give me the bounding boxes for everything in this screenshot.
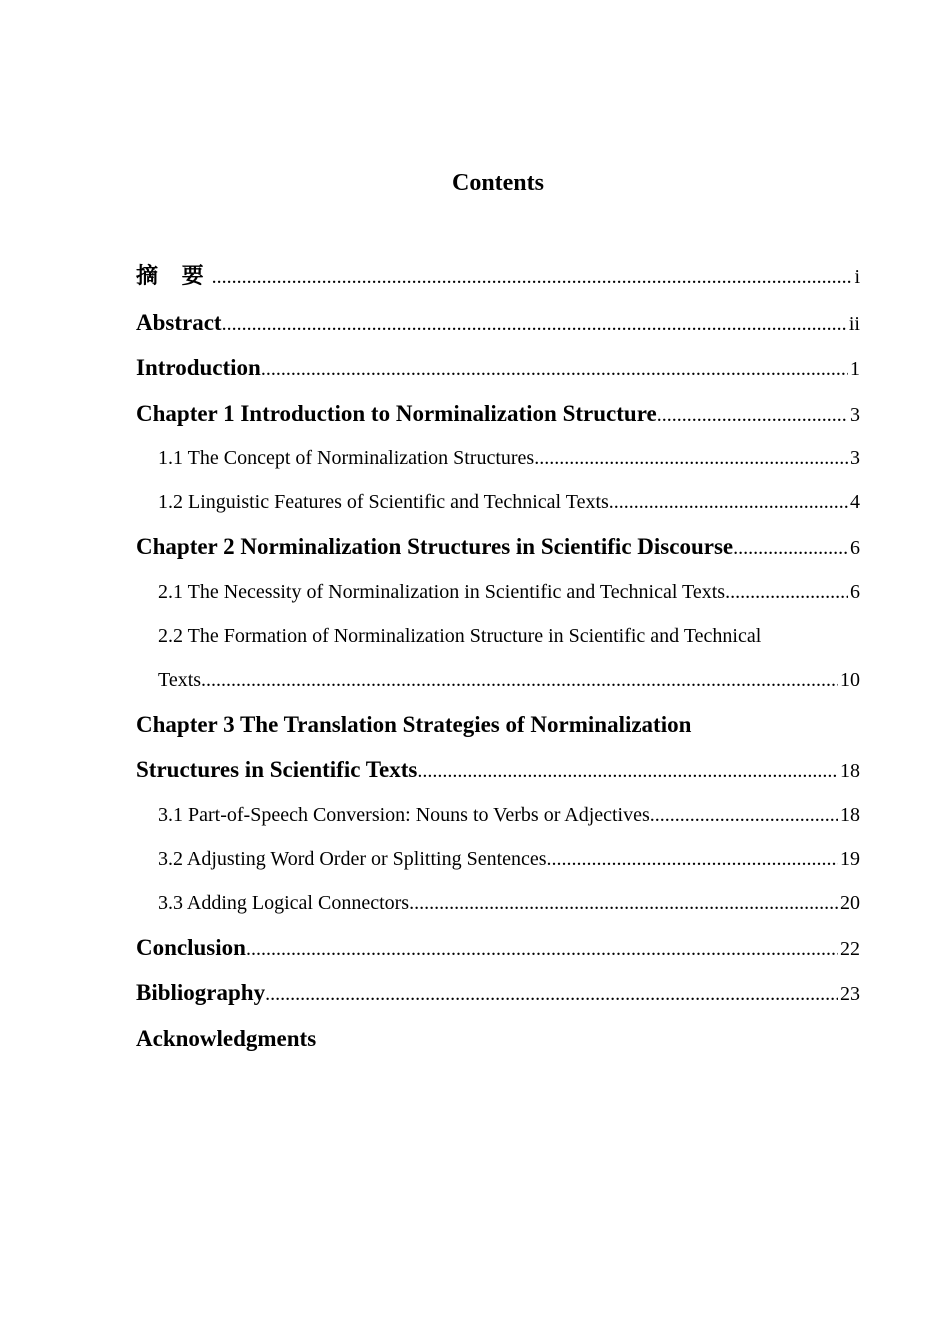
toc-entry-label: 3.2 Adjusting Word Order or Splitting Sentences (158, 847, 547, 870)
toc-entry-chapter-1[interactable] (136, 391, 860, 437)
toc-entry-conclusion[interactable] (136, 925, 860, 971)
dot-leader (222, 302, 847, 348)
toc-page-number: 3 (850, 447, 860, 469)
toc-page-number: 20 (840, 891, 860, 914)
dot-leader (657, 393, 848, 439)
toc-entry-chapter-2[interactable] (136, 524, 860, 570)
table-of-contents (136, 254, 860, 1061)
toc-page-number: 22 (840, 937, 860, 960)
toc-page-number: 19 (840, 847, 860, 870)
toc-page-number: 6 (850, 537, 860, 559)
dot-leader (265, 972, 838, 1018)
toc-page-number: 23 (840, 983, 860, 1005)
toc-entry-introduction[interactable] (136, 345, 860, 391)
toc-entry-acknowledgments[interactable]: Acknowledgments (136, 1025, 317, 1051)
toc-entry-label: Bibliography (136, 980, 266, 1005)
toc-entry-label: 1.2 Linguistic Features of Scientific and Technical Texts (158, 491, 609, 513)
toc-page-number: 3 (850, 403, 860, 426)
toc-page-number: 10 (840, 668, 860, 691)
dot-leader (409, 881, 838, 925)
toc-entry-section-2-2-line-1[interactable]: 2.2 The Formation of Norminalization Structure in Scientific and Technical (158, 624, 762, 647)
toc-entry-label: Texts (158, 668, 202, 691)
toc-entry-section-3-2[interactable] (136, 837, 860, 881)
dot-leader (417, 749, 838, 795)
toc-entry-chapter-3-line-1[interactable]: Chapter 3 The Translation Strategies of Norminalization (136, 711, 692, 737)
toc-page-number: 18 (840, 803, 860, 826)
toc-entry-section-1-2[interactable] (136, 480, 860, 524)
toc-page-number: i (854, 266, 860, 288)
toc-entry-section-2-2[interactable] (136, 658, 860, 702)
page-title: Contents (451, 170, 544, 196)
toc-entry-label: 3.3 Adding Logical Connectors (158, 891, 410, 914)
toc-entry-label: 1.1 The Concept of Norminalization Structures (158, 447, 535, 469)
toc-entry-chinese-abstract[interactable] (136, 254, 860, 300)
dot-leader (261, 347, 848, 393)
toc-entry-section-3-3[interactable] (136, 881, 860, 925)
toc-entry-label: Introduction (136, 355, 261, 380)
toc-page-number: 4 (850, 491, 860, 513)
toc-entry-label: Conclusion (136, 934, 246, 960)
dot-leader (201, 658, 838, 702)
toc-page-number: 6 (850, 580, 860, 603)
dot-leader (733, 526, 848, 572)
toc-entry-label: 摘 要 (136, 264, 212, 289)
toc-entry-bibliography[interactable] (136, 970, 860, 1016)
toc-entry-label: 2.1 The Necessity of Norminalization in Scientific and Technical Texts (158, 580, 726, 603)
dot-leader (547, 837, 838, 881)
toc-entry-section-2-1[interactable] (136, 570, 860, 614)
toc-entry-label: Chapter 2 Norminalization Structures in Scientific Discourse (136, 534, 734, 559)
dot-leader (650, 793, 838, 837)
dot-leader (534, 436, 848, 480)
dot-leader (609, 480, 848, 524)
toc-entry-abstract[interactable] (136, 300, 860, 346)
toc-page-number: 18 (840, 760, 860, 782)
toc-entry-section-1-1[interactable] (136, 436, 860, 480)
toc-page-number: ii (848, 312, 860, 335)
toc-entry-label: Structures in Scientific Texts (136, 757, 418, 782)
toc-entry-chapter-3[interactable] (136, 747, 860, 793)
dot-leader (246, 927, 838, 973)
toc-entry-section-3-1[interactable] (136, 793, 860, 837)
toc-entry-label: 3.1 Part-of-Speech Conversion: Nouns to Verbs or Adjectives (158, 803, 650, 826)
toc-page-number: 1 (850, 358, 860, 380)
dot-leader (725, 570, 848, 614)
toc-entry-label: Chapter 1 Introduction to Norminalization Structure (136, 400, 657, 426)
dot-leader (212, 255, 853, 301)
toc-entry-label: Abstract (136, 309, 222, 335)
